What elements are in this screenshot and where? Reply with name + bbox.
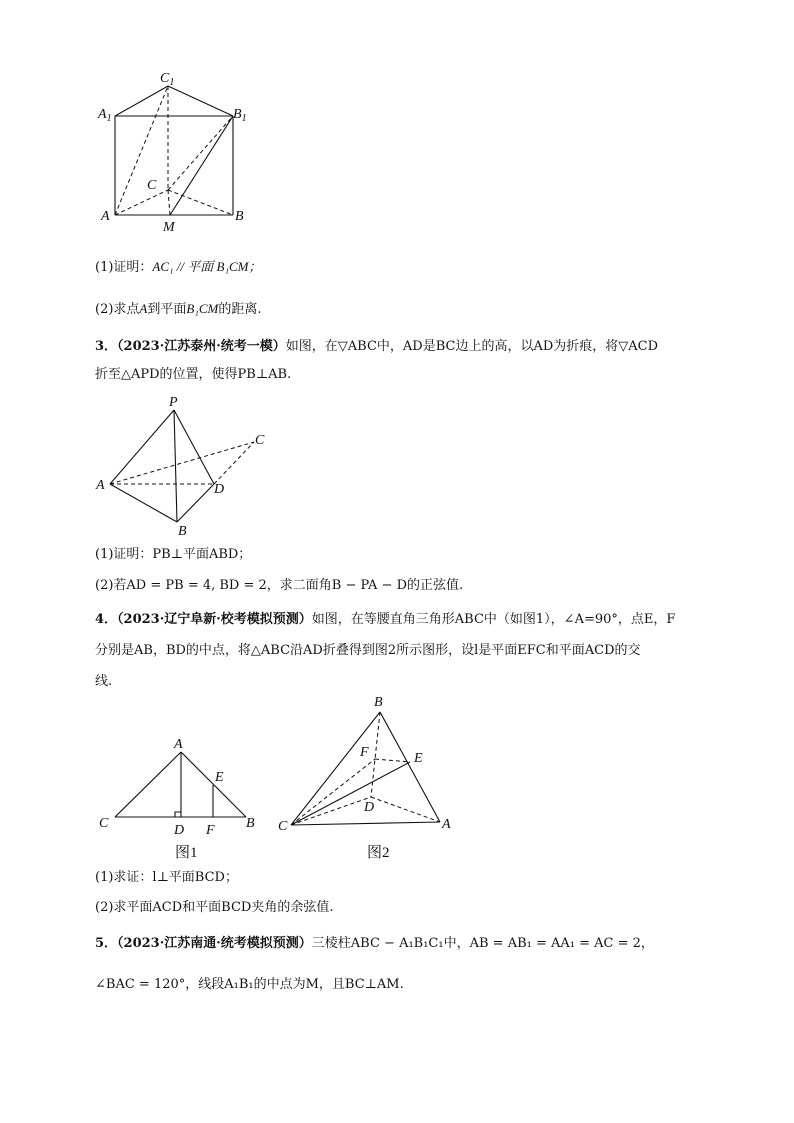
label-a: A — [442, 817, 451, 832]
prism-figure — [95, 68, 255, 233]
label-a: A — [101, 209, 110, 224]
edge-ab — [110, 484, 177, 522]
q4-part1: (1)求证：l⊥平面BCD； — [95, 870, 238, 885]
label-b: B — [178, 524, 187, 539]
q3-part1: (1)证明：PB⊥平面ABD； — [95, 547, 252, 562]
label-b1: $B_1$ — [233, 107, 247, 124]
edge-bd — [177, 484, 214, 522]
dashed-ac — [110, 442, 254, 484]
label-e: E — [215, 770, 224, 785]
question-source: 4．（2023·辽宁阜新·校考模拟预测） — [95, 612, 312, 627]
dashed-fe — [375, 759, 410, 762]
edge-ba — [380, 712, 440, 822]
edge-pb — [174, 410, 177, 522]
q5-line2: ∠BAC = 120°，线段A₁B₁的中点为M，且BC⊥AM. — [95, 977, 404, 992]
caption-fig1: 图1 — [175, 845, 198, 861]
label-c: C — [99, 816, 109, 831]
label-d: D — [214, 482, 225, 497]
q4-figure1 — [95, 730, 265, 865]
caption-fig2: 图2 — [367, 845, 390, 861]
dashed-ac1 — [115, 86, 168, 215]
label-d: D — [174, 823, 185, 838]
dashed-da — [371, 797, 440, 822]
label-b: B — [374, 695, 383, 710]
segment-b1m — [170, 116, 233, 215]
label-c: C — [255, 433, 265, 448]
q4-line1: 4．（2023·辽宁阜新·校考模拟预测）如图，在等腰直角三角形ABC中（如图1），∠A=90°，点E，F — [95, 612, 676, 627]
q3-line1: 3．（2023·江苏泰州·统考一模）如图，在▽ABC中，AD是BC边上的高，以AD为折痕，将▽ACD — [95, 339, 659, 354]
label-m: M — [163, 220, 175, 233]
q4-figure2 — [275, 690, 460, 865]
label-f: F — [360, 745, 369, 760]
q2-part1: (1)证明：AC₁ // 平面 B₁CM； — [95, 259, 262, 275]
dashed-cf — [291, 759, 375, 825]
label-f: F — [206, 823, 215, 838]
edge-ca — [115, 752, 181, 817]
right-angle-mark — [175, 812, 181, 817]
dashed-cm — [168, 190, 170, 215]
edge-ce — [291, 762, 410, 825]
edge-a1c1 — [115, 86, 168, 116]
dashed-ac — [115, 190, 168, 215]
dashed-cb1 — [168, 116, 233, 190]
q5-line1: 5．（2023·江苏南通·统考模拟预测）三棱柱ABC − A₁B₁C₁中，AB = AB₁ = AA₁ = AC = 2， — [95, 936, 654, 951]
label-p: P — [169, 395, 178, 410]
q3-line2: 折至△APD的位置，使得PB⊥AB. — [95, 367, 292, 382]
label-a1: $A_1$ — [98, 107, 112, 124]
edge-ca — [291, 822, 440, 825]
q4-line2: 分别是AB，BD的中点，将△ABC沿AD折叠得到图2所示图形，设l是平面EFC和平面ACD的交 — [95, 643, 641, 658]
question-source: 3．（2023·江苏泰州·统考一模） — [95, 339, 286, 354]
label-c: C — [147, 178, 157, 193]
question-source: 5．（2023·江苏南通·统考模拟预测） — [95, 936, 312, 951]
label-b: B — [235, 209, 244, 224]
label-c: C — [278, 819, 288, 834]
label-d: D — [364, 800, 375, 815]
edge-c1b1 — [168, 86, 233, 116]
label-c1: $C_1$ — [160, 71, 175, 88]
label-a: A — [174, 737, 183, 752]
label-e: E — [414, 751, 423, 766]
q3-part2: (2)若AD = PB = 4, BD = 2，求二面角B − PA − D的正弦值. — [95, 578, 464, 593]
label-b: B — [246, 816, 255, 831]
q3-figure — [92, 392, 282, 542]
q2-part2: (2)求点A到平面B₁CM的距离. — [95, 301, 262, 317]
edge-pa — [110, 410, 174, 484]
dashed-bd — [371, 712, 380, 797]
q4-line3: 线. — [95, 674, 113, 689]
q4-part2: (2)求平面ACD和平面BCD夹角的余弦值. — [95, 900, 334, 915]
label-a: A — [96, 478, 105, 493]
dashed-cd — [291, 797, 371, 825]
edge-pd — [174, 410, 214, 484]
